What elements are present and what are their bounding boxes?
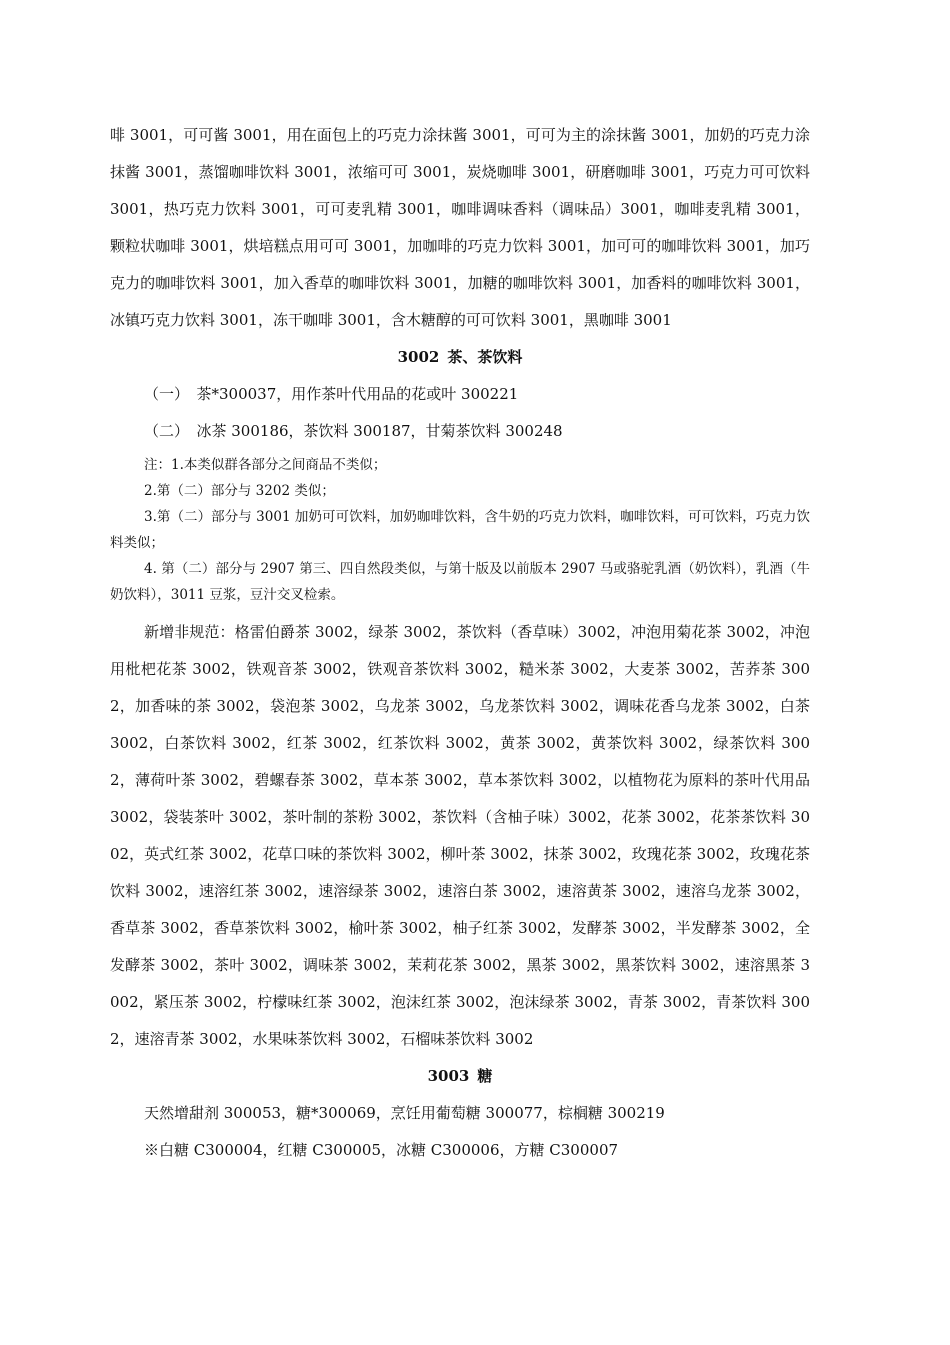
section-3002-heading: [110, 339, 810, 376]
section-3002-note-2: 2.第（二）部分与 3202 类似；: [144, 483, 335, 499]
section-3003-line-1: 天然增甜剂 300053，糖*300069，烹饪用葡萄糖 300077，棕榈糖 300219: [144, 1104, 665, 1122]
section-3002-part-2: （二） 冰茶 300186，茶饮料 300187，甘菊茶饮料 300248: [144, 422, 563, 440]
section-3002-code: 3002: [397, 348, 440, 366]
section-3003-title: 糖: [477, 1067, 493, 1085]
section-3001-continuation: 啡 3001，可可酱 3001，用在面包上的巧克力涂抹酱 3001，可可为主的涂抹酱 3001，加奶的巧克力涂抹酱 3001，蒸馏咖啡饮料 3001，浓缩可可 3001，炭烧咖啡 3001，研磨咖啡 3001，巧克力可可饮料 3001，热巧克力饮料 3001，可可麦乳精 3001，咖啡调味香料（调味品）3001，咖啡麦乳精 3001，颗粒状咖啡 3001，烘培糕点用可可 3001，加咖啡的巧克力饮料 3001，加可可的咖啡饮料 3001，加巧克力的咖啡饮料 3001，加入香草的咖啡饮料 3001，加糖的咖啡饮料 3001，加香料的咖啡饮料 3001，冰镇巧克力饮料 3001，冻干咖啡 3001，含木糖醇的可可饮料 3001，黑咖啡 3001: [110, 126, 810, 329]
section-3003-heading: [110, 1058, 810, 1095]
section-3002-note-3: 3.第（二）部分与 3001 加奶可可饮料，加奶咖啡饮料，含牛奶的巧克力饮料，咖啡饮料，可可饮料，巧克力饮料类似；: [110, 509, 810, 551]
section-3002-nonstandard: 新增非规范：格雷伯爵茶 3002，绿茶 3002，茶饮料（香草味）3002，冲泡用菊花茶 3002，冲泡用枇杷花茶 3002，铁观音茶 3002，铁观音茶饮料 3002，糙米茶 3002，大麦茶 3002，苦荞茶 3002，加香味的茶 3002，袋泡茶 3002，乌龙茶 3002，乌龙茶饮料 3002，调味花香乌龙茶 3002，白茶 3002，白茶饮料 3002，红茶 3002，红茶饮料 3002，黄茶 3002，黄茶饮料 3002，绿茶饮料 3002，薄荷叶茶 3002，碧螺春茶 3002，草本茶 3002，草本茶饮料 3002，以植物花为原料的茶叶代用品 3002，袋装茶叶 3002，茶叶制的茶粉 3002，茶饮料（含柚子味）3002，花茶 3002，花茶茶饮料 3002，英式红茶 3002，花草口味的茶饮料 3002，柳叶茶 3002，抹茶 3002，玫瑰花茶 3002，玫瑰花茶饮料 3002，速溶红茶 3002，速溶绿茶 3002，速溶白茶 3002，速溶黄茶 3002，速溶乌龙茶 3002，香草茶 3002，香草茶饮料 3002，榆叶茶 3002，柚子红茶 3002，发酵茶 3002，半发酵茶 3002，全发酵茶 3002，茶叶 3002，调味茶 3002，茉莉花茶 3002，黑茶 3002，黑茶饮料 3002，速溶黑茶 3002，紧压茶 3002，柠檬味红茶 3002，泡沫红茶 3002，泡沫绿茶 3002，青茶 3002，青茶饮料 3002，速溶青茶 3002，水果味茶饮料 3002，石榴味茶饮料 3002: [110, 623, 810, 1048]
section-3002-note-4: 4. 第（二）部分与 2907 第三、四自然段类似，与第十版及以前版本 2907 马或骆驼乳酒（奶饮料），乳酒（牛奶饮料），3011 豆浆，豆汁交叉检索。: [110, 561, 810, 603]
section-3003-line-2: ※白糖 C300004，红糖 C300005，冰糖 C300006，方糖 C300007: [144, 1141, 619, 1159]
section-3002-note-1: 注：1.本类似群各部分之间商品不类似；: [144, 457, 387, 473]
document-page: [110, 117, 810, 1169]
section-3003-code: 3003: [427, 1067, 470, 1085]
section-3002-part-1: （一） 茶*300037，用作茶叶代用品的花或叶 300221: [144, 385, 519, 403]
section-3002-title: 茶、茶饮料: [447, 348, 523, 366]
